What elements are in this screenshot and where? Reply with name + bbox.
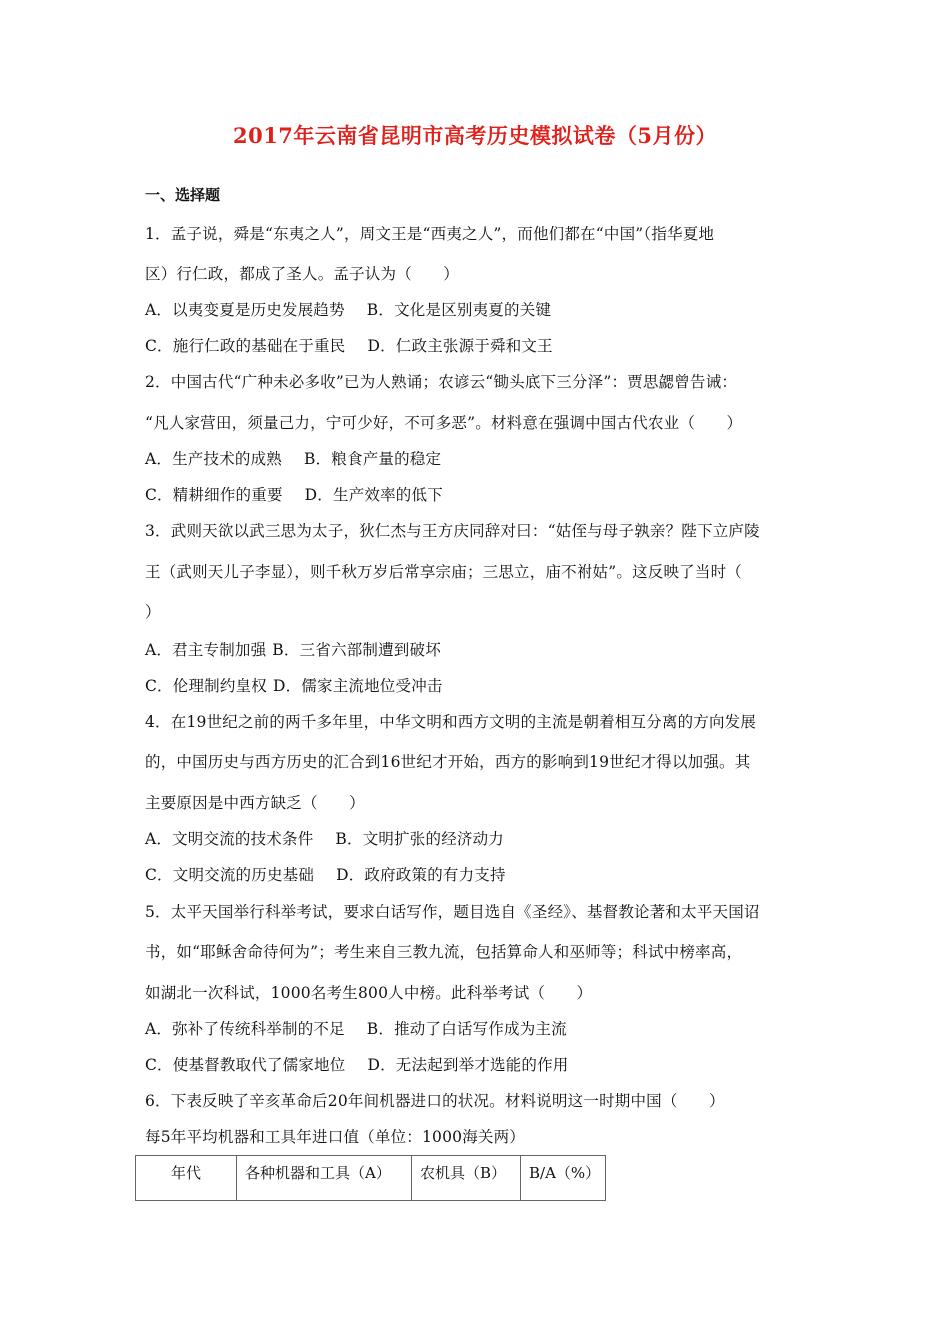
q5-option-d: D．无法起到举才选能的作用 (367, 1056, 569, 1074)
q2-options-ab (145, 447, 441, 469)
q4-options-cd (145, 863, 506, 885)
q3-option-c: C．伦理制约皇权 (145, 677, 267, 695)
q1-option-c: C．施行仁政的基础在于重民 (145, 337, 346, 355)
q4-stem-line1: 4．在19世纪之前的两千多年里，中华文明和西方文明的主流是朝着相互分离的方向发展 (145, 713, 757, 731)
q4-option-d: D．政府政策的有力支持 (336, 866, 506, 884)
q5-stem-line2: 书，如“耶稣舍命待何为”；考生来自三教九流，包括算命人和巫师等；科试中榜率高， (145, 943, 743, 961)
q3-option-b: B．三省六部制遭到破坏 (272, 641, 441, 659)
q2-stem-line1: 2．中国古代“广种未必多收”已为人熟诵；农谚云“锄头底下三分泽”：贾思勰曾告诫： (145, 373, 738, 391)
q3-options-ab (145, 638, 441, 660)
q2-option-b: B．粮食产量的稳定 (304, 450, 442, 468)
q5-option-a: A．弥补了传统科举制的不足 (145, 1020, 345, 1038)
q4-option-c: C．文明交流的历史基础 (145, 866, 315, 884)
q2-stem-line2: “凡人家营田，须量己力，宁可少好，不可多恶”。材料意在强调中国古代农业（ ） (145, 414, 743, 432)
q2-option-d: D．生产效率的低下 (304, 486, 443, 504)
q3-option-a: A．君主专制加强 (145, 641, 267, 659)
q3-stem-line2: 王（武则天儿子李显），则千秋万岁后常享宗庙；三思立，庙不祔姑”。这反映了当时（ (145, 563, 742, 581)
table-header-cell: B/A（%） (521, 1156, 606, 1201)
q5-stem-line1: 5．太平天国举行科举考试，要求白话写作，题目选自《圣经》、基督教论著和太平天国诏 (145, 903, 760, 921)
q3-stem-line3: ） (145, 603, 161, 621)
q5-options-ab (145, 1017, 567, 1039)
q1-option-a: A．以夷变夏是历史发展趋势 (145, 301, 345, 319)
import-table (135, 1155, 606, 1201)
q1-options-ab (145, 298, 551, 320)
exam-title: 2017年云南省昆明市高考历史模拟试卷（5月份） (232, 123, 718, 148)
q2-option-a: A．生产技术的成熟 (145, 450, 282, 468)
q3-options-cd (145, 674, 443, 696)
section-heading: 一、选择题 (145, 186, 221, 204)
q1-option-b: B．文化是区别夷夏的关键 (366, 301, 552, 319)
table-header-row (136, 1156, 606, 1201)
q1-stem-line2: 区）行仁政，都成了圣人。孟子认为（ ） (145, 265, 460, 283)
q4-stem-line2: 的，中国历史与西方历史的汇合到16世纪才开始，西方的影响到19世纪才得以加强。其 (145, 753, 751, 771)
q3-stem-line1: 3．武则天欲以武三思为太子，狄仁杰与王方庆同辞对曰：“姑侄与母子孰亲？陛下立庐陵 (145, 522, 760, 540)
q1-option-d: D．仁政主张源于舜和文王 (367, 337, 553, 355)
q4-option-a: A．文明交流的技术条件 (145, 830, 314, 848)
table-caption: 每5年平均机器和工具年进口值（单位：1000海关两） (145, 1128, 526, 1146)
q2-option-c: C．精耕细作的重要 (145, 486, 283, 504)
q5-stem-line3: 如湖北一次科试，1000名考生800人中榜。此科举考试（ ） (145, 984, 593, 1002)
table-header-cell: 年代 (136, 1156, 237, 1201)
q4-options-ab (145, 827, 504, 849)
q5-option-b: B．推动了白话写作成为主流 (366, 1020, 567, 1038)
q4-stem-line3: 主要原因是中西方缺乏（ ） (145, 794, 365, 812)
table-header-cell: 各种机器和工具（A） (237, 1156, 412, 1201)
q4-option-b: B．文明扩张的经济动力 (335, 830, 504, 848)
q2-options-cd (145, 483, 443, 505)
q1-options-cd (145, 334, 553, 356)
q3-option-d: D．儒家主流地位受冲击 (272, 677, 443, 695)
q1-stem-line1: 1．孟子说，舜是“东夷之人”，周文王是“西夷之人”，而他们都在“中国”（指华夏地 (145, 225, 715, 243)
q5-options-cd (145, 1053, 569, 1075)
q6-stem-line1: 6．下表反映了辛亥革命后20年间机器进口的状况。材料说明这一时期中国（ ） (145, 1092, 725, 1110)
table-header-cell: 农机具（B） (412, 1156, 521, 1201)
q5-option-c: C．使基督教取代了儒家地位 (145, 1056, 346, 1074)
